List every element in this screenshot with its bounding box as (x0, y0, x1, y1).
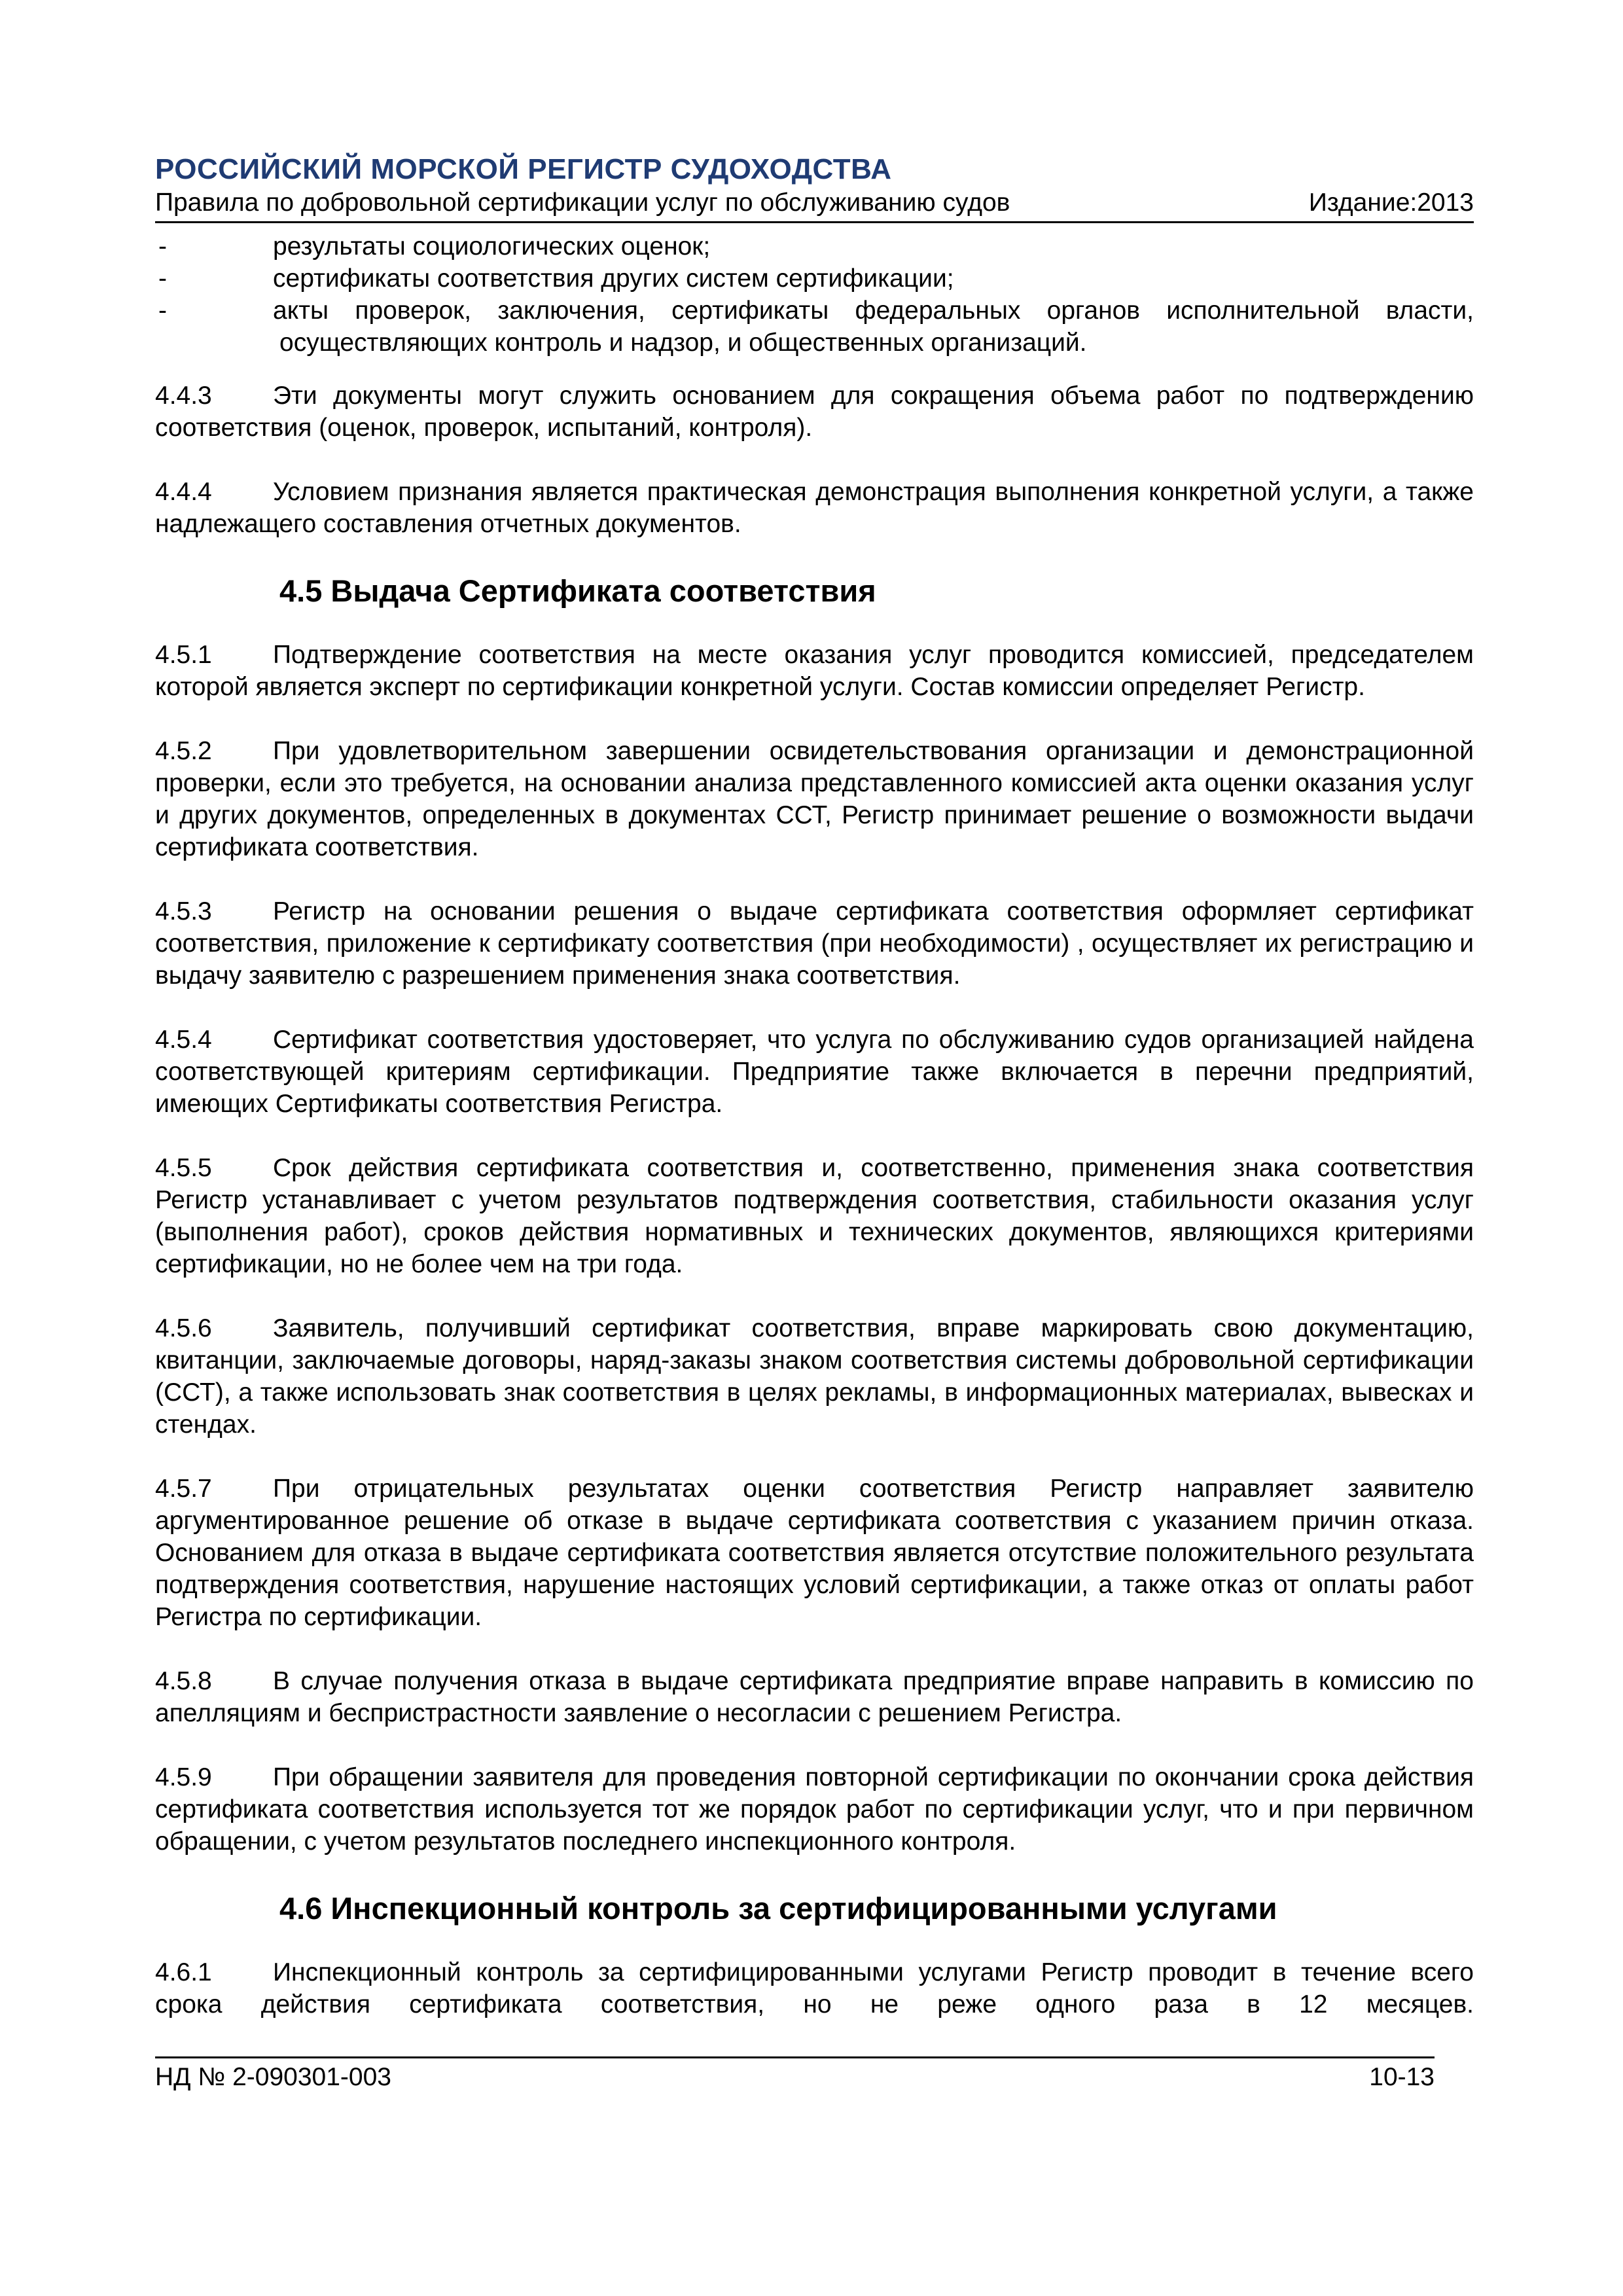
clause-number: 4.5.6 (155, 1314, 212, 1342)
header-rule (155, 221, 1474, 223)
section-heading-4-6: 4.6 Инспекционный контроль за сертифицированными услугами (279, 1891, 1277, 1926)
document-title: Правила по добровольной сертификации услуг по обслуживанию судов (155, 188, 1010, 217)
list-item (155, 295, 1474, 359)
clause-number: 4.4.4 (155, 478, 212, 506)
list-dash: - (158, 264, 167, 293)
clause-number: 4.5.1 (155, 641, 212, 669)
paragraph-4-4-3 (155, 380, 1474, 444)
clause-text: Сертификат соответствия удостоверяет, что услуга по обслуживанию судов организацией найдена соответствующей критериям сертификации. Предприятие также включается в перечни предприятий, имеющих Сертификаты соответствия Регистра. (155, 1026, 1474, 1118)
page-header (155, 152, 1474, 219)
page-number: 10-13 (1369, 2063, 1435, 2091)
clause-text: Заявитель, получивший сертификат соответствия, вправе маркировать свою документацию, квитанции, заключаемые договоры, наряд-заказы знаком соответствия системы добровольной сертификации (ССТ), а также использовать знак соответствия в целях рекламы, в информационных материалах, вывесках и стендах. (155, 1314, 1474, 1439)
document-body (155, 230, 1474, 2053)
list-dash: - (158, 296, 167, 325)
list-dash: - (158, 232, 167, 260)
clause-number: 4.5.5 (155, 1154, 212, 1182)
clause-text: Регистр на основании решения о выдаче сертификата соответствия оформляет сертификат соответствия, приложение к сертификату соответствия (при необходимости) , осуществляет их регистрацию и выдачу заявителю с разрешением применения знака соответствия. (155, 897, 1474, 990)
clause-number: 4.5.7 (155, 1475, 212, 1503)
clause-text: При обращении заявителя для проведения повторной сертификации по окончании срока действия сертификата соответствия используется тот же порядок работ по сертификации услуг, что и при первичном обращении, с учетом результатов последнего инспекционного контроля. (155, 1763, 1474, 1856)
clause-text: Условием признания является практическая демонстрация выполнения конкретной услуги, а также надлежащего составления отчетных документов. (155, 478, 1474, 538)
paragraph-4-5-2 (155, 735, 1474, 863)
paragraph-4-5-7 (155, 1473, 1474, 1633)
list-item (155, 230, 1474, 262)
list-item-text: результаты социологических оценок; (273, 232, 711, 260)
section-heading-4-5: 4.5 Выдача Сертификата соответствия (279, 573, 876, 608)
paragraph-4-4-4 (155, 476, 1474, 540)
clause-text: Срок действия сертификата соответствия и, соответственно, применения знака соответствия Регистр устанавливает с учетом результатов подтверждения соответствия, стабильности оказания услуг (выполнения работ), сроков действия нормативных и технических документов, являющихся критериями сертификации, но не более чем на три года. (155, 1154, 1474, 1278)
clause-number: 4.4.3 (155, 382, 212, 410)
list-item-text: акты проверок, заключения, сертификаты федеральных органов исполнительной власти, (273, 296, 1474, 325)
clause-text: Инспекционный контроль за сертифицированными услугами Регистр проводит в течение всего срока действия сертификата соответствия, но не реже одного раза в 12 месяцев. (155, 1958, 1474, 2018)
paragraph-4-5-3 (155, 895, 1474, 992)
header-subrow (155, 187, 1474, 219)
paragraph-4-5-6 (155, 1312, 1474, 1441)
edition-label: Издание:2013 (1308, 188, 1474, 217)
paragraph-4-5-9 (155, 1761, 1474, 1857)
clause-text: При отрицательных результатах оценки соответствия Регистр направляет заявителю аргументированное решение об отказе в выдаче сертификата соответствия с указанием причин отказа. Основанием для отказа в выдаче сертификата соответствия является отсутствие положительного результата подтверждения соответствия, нарушение настоящих условий сертификации, а также отказ от оплаты работ Регистра по сертификации. (155, 1475, 1474, 1631)
list-item (155, 262, 1474, 295)
page-footer (155, 2062, 1435, 2093)
clause-number: 4.5.9 (155, 1763, 212, 1791)
paragraph-4-6-1 (155, 1956, 1474, 2020)
organization-name: РОССИЙСКИЙ МОРСКОЙ РЕГИСТР СУДОХОДСТВА (155, 153, 892, 185)
clause-text: При удовлетворительном завершении освидетельствования организации и демонстрационной проверки, если это требуется, на основании анализа представленного комиссией акта оценки оказания услуг и других документов, определенных в документах ССТ, Регистр принимает решение о возможности выдачи сертификата соответствия. (155, 737, 1474, 861)
clause-text: В случае получения отказа в выдаче сертификата предприятие вправе направить в комиссию по апелляциям и беспристрастности заявление о несогласии с решением Регистра. (155, 1667, 1474, 1727)
paragraph-4-5-5 (155, 1152, 1474, 1280)
clause-number: 4.6.1 (155, 1958, 212, 1986)
clause-number: 4.5.3 (155, 897, 212, 925)
clause-number: 4.5.8 (155, 1667, 212, 1695)
clause-number: 4.5.4 (155, 1026, 212, 1054)
paragraph-4-5-4 (155, 1024, 1474, 1120)
footer-rule (155, 2056, 1435, 2058)
list-item-continuation: осуществляющих контроль и надзор, и общественных организаций. (279, 329, 1087, 357)
clause-text: Подтверждение соответствия на месте оказания услуг проводится комиссией, председателем которой является эксперт по сертификации конкретной услуги. Состав комиссии определяет Регистр. (155, 641, 1474, 701)
document-number: НД № 2-090301-003 (155, 2063, 391, 2091)
clause-number: 4.5.2 (155, 737, 212, 765)
clause-text: Эти документы могут служить основанием для сокращения объема работ по подтверждению соответствия (оценок, проверок, испытаний, контроля). (155, 382, 1474, 442)
paragraph-4-5-1 (155, 639, 1474, 703)
paragraph-4-5-8 (155, 1665, 1474, 1729)
list-item-text: сертификаты соответствия других систем сертификации; (273, 264, 954, 293)
